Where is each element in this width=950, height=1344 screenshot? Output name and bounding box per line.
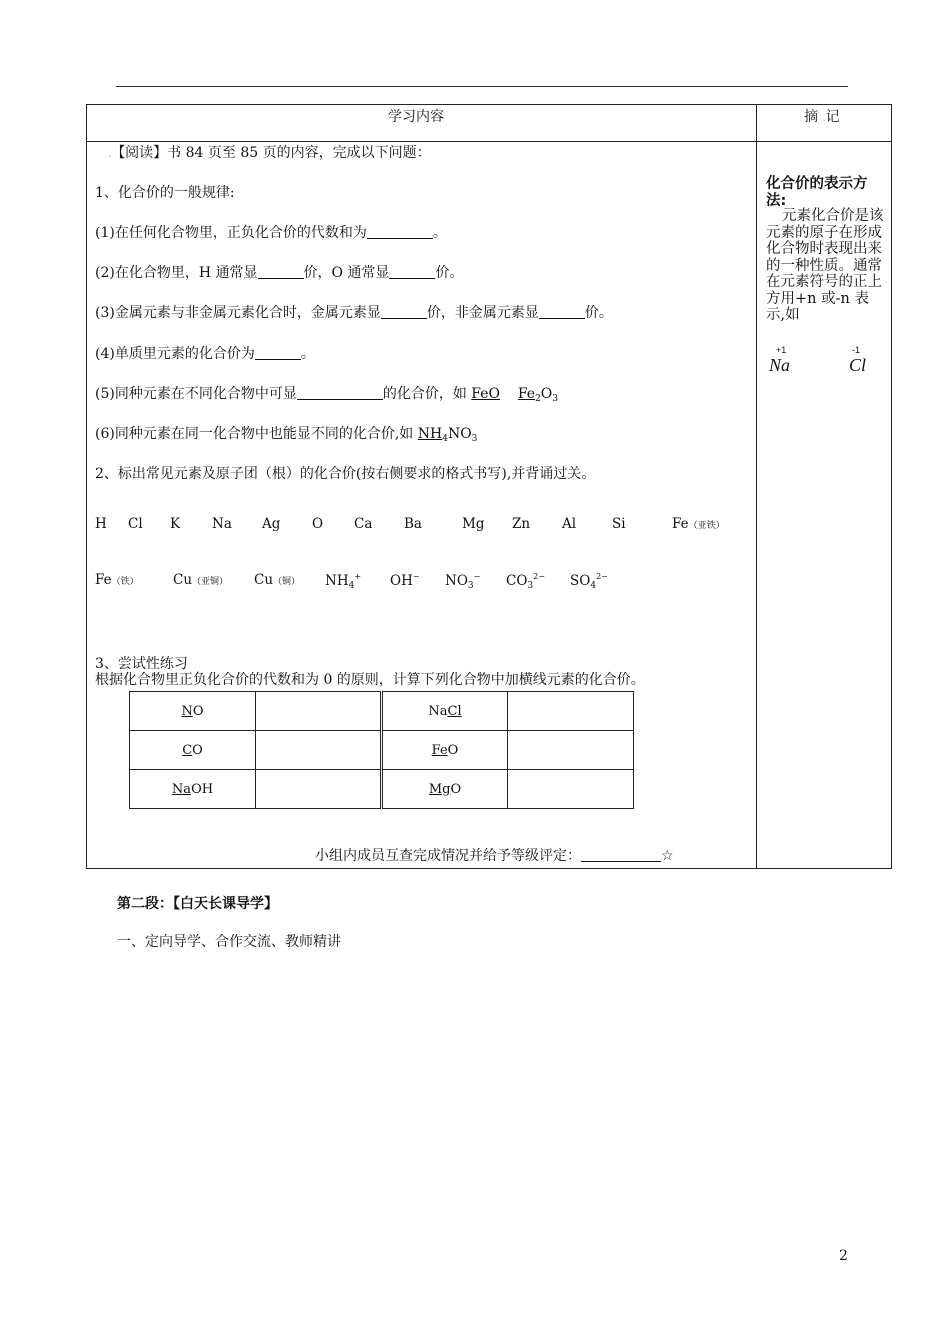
element-cl: Cl: [128, 516, 143, 532]
answer-cell[interactable]: [508, 731, 634, 770]
q1-title: 1、化合价的一般规律:: [95, 185, 235, 201]
table-row: [130, 770, 634, 809]
answer-cell[interactable]: [508, 692, 634, 731]
section2-title: 第二段：【白天长课导学】: [117, 896, 278, 912]
element-k: K: [170, 516, 181, 532]
q1-item-4: (4)单质里元素的化合价为 。: [95, 346, 315, 362]
grade-blank[interactable]: [581, 847, 661, 862]
answer-blank[interactable]: [258, 264, 304, 279]
answer-blank[interactable]: [539, 304, 585, 319]
radical-hydroxide: OH−: [390, 572, 420, 589]
q1-item-2: (2)在化合物里，H 通常显 价，O 通常显 价。: [95, 265, 464, 281]
q1-item-3: (3)金属元素与非金属元素化合时，金属元素显 价，非金属元素显 价。: [95, 305, 613, 321]
answer-cell[interactable]: [256, 692, 382, 731]
table-row: [130, 731, 634, 770]
element-ca: Ca: [354, 516, 373, 532]
element-cu-cupric: Cu（铜）: [254, 572, 301, 588]
notes-example-cl-symbol: Cl: [849, 355, 867, 375]
answer-cell[interactable]: [256, 731, 382, 770]
star-icon: ☆: [661, 848, 674, 864]
element-si: Si: [612, 516, 626, 532]
notes-example-cl-valence: -1: [852, 345, 861, 355]
column-header-content: 学习内容: [388, 109, 444, 125]
element-o: O: [312, 516, 324, 532]
peer-review-line: 小组内成员互查完成情况并给予等级评定： ☆: [315, 848, 674, 864]
page-number: 2: [839, 1248, 848, 1264]
notes-example-na-symbol: Na: [769, 355, 791, 375]
compound-cell: NaOH: [130, 770, 256, 809]
compound-cell: NO: [130, 692, 256, 731]
radical-nitrate: $NO_3^-$: [445, 572, 481, 591]
q1-item-6: (6)同种元素在同一化合物中也能显不同的化合价,如 $NH_4NO_3$: [95, 426, 478, 444]
column-header-notes: 摘 .记: [804, 109, 840, 125]
answer-blank[interactable]: [367, 224, 433, 239]
compound-cell: FeO: [382, 731, 508, 770]
answer-cell[interactable]: [256, 770, 382, 809]
q3-title: 3、尝试性练习: [95, 656, 188, 672]
header-rule: [116, 86, 848, 87]
answer-cell[interactable]: [508, 770, 634, 809]
section2-line1: 一、定向导学、合作交流、教师精讲: [117, 934, 341, 950]
compound-cell: CO: [130, 731, 256, 770]
element-ag: Ag: [262, 516, 281, 532]
q1-item-5: (5)同种元素在不同化合物中可显 的化合价，如 FeO $Fe_2O_3$: [95, 386, 559, 404]
q3-description: 根据化合物里正负化合价的代数和为 0 的原则，计算下列化合物中加横线元素的化合价。: [95, 672, 645, 688]
answer-blank[interactable]: [389, 264, 435, 279]
table-row: [130, 692, 634, 731]
compound-cell: NaCl: [382, 692, 508, 731]
radical-carbonate: $CO_3^{2-}$: [506, 572, 545, 591]
element-fe-ferrous: Fe（亚铁）: [672, 516, 725, 532]
table-column-divider: [756, 104, 757, 869]
q2-title: 2、标出常见元素及原子团（根）的化合价(按右侧要求的格式书写),并背诵过关。: [95, 466, 596, 482]
radical-sulfate: $SO_4^{2-}$: [570, 572, 608, 591]
notes-body: 元素化合价是该元素的原子在形成化合物时表现出来的一种性质。通常在元素符号的正上方用+n 或-n 表示,如: [766, 208, 884, 323]
element-ba: Ba: [404, 516, 422, 532]
element-fe-ferric: Fe（铁）: [95, 572, 139, 588]
notes-title: 化合价的表示方法:: [766, 176, 868, 209]
q1-item-1: (1)在任何化合物里，正负化合价的代数和为 。: [95, 225, 447, 241]
answer-blank[interactable]: [381, 304, 427, 319]
reading-prompt: .【阅读】书 84 页至 85 页的内容，完成以下问题：: [108, 145, 431, 161]
element-mg: Mg: [462, 516, 485, 532]
element-h: H: [95, 516, 107, 532]
element-al: Al: [562, 516, 577, 532]
notes-example-na-valence: +1: [776, 345, 787, 355]
element-zn: Zn: [512, 516, 531, 532]
element-cu-cuprous: Cu（亚铜）: [173, 572, 229, 588]
answer-blank[interactable]: [255, 345, 301, 360]
radical-ammonium: $NH_4^+$: [325, 572, 362, 591]
compound-cell: MgO: [382, 770, 508, 809]
valence-exercise-table: [129, 691, 634, 809]
answer-blank[interactable]: [297, 385, 383, 400]
element-na: Na: [212, 516, 232, 532]
